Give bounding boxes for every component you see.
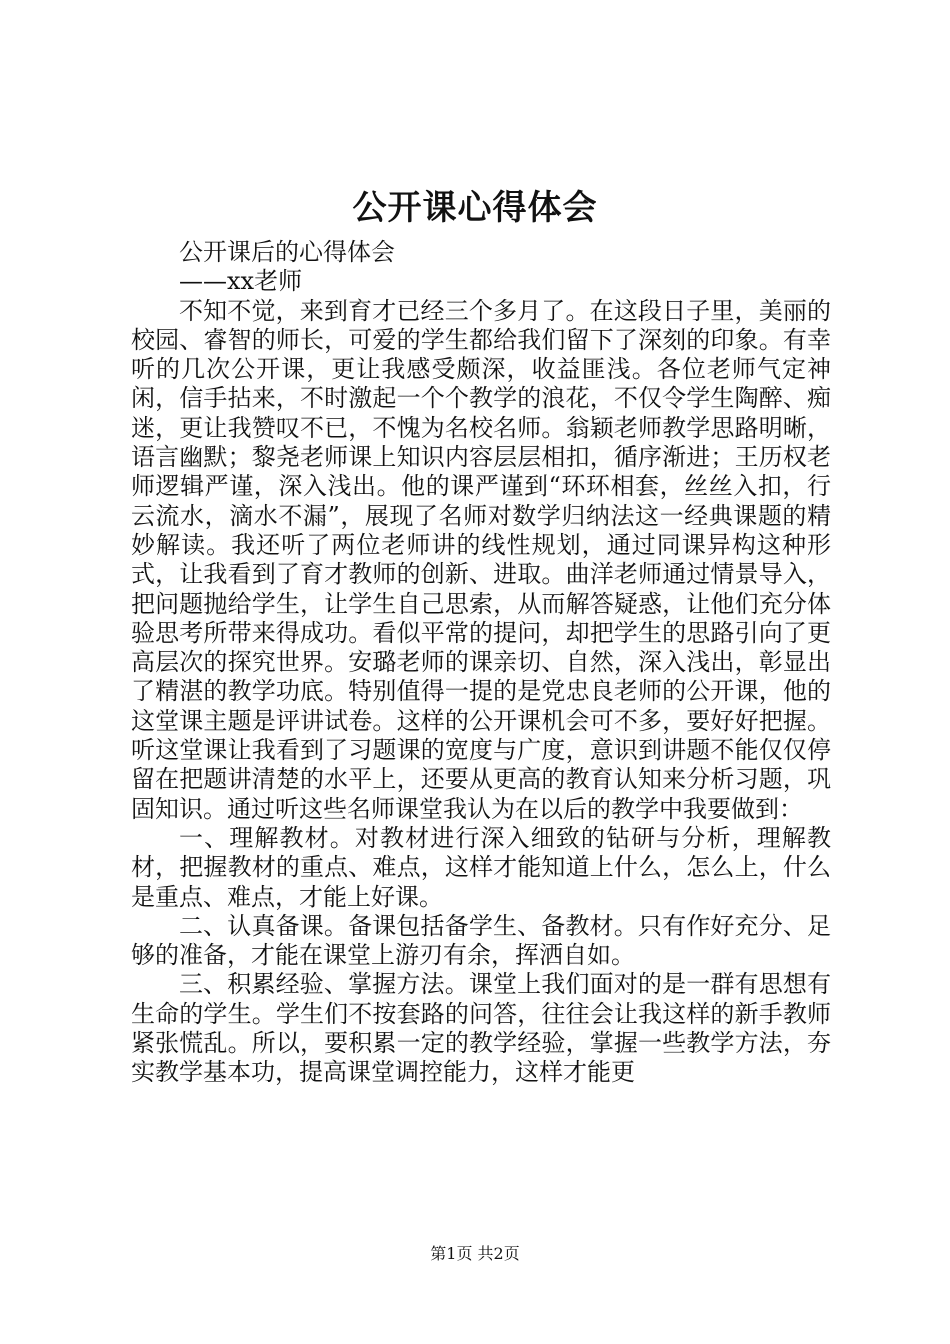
page-footer: 第1页 共2页: [430, 1244, 520, 1263]
author-line: ——xx老师: [179, 267, 303, 296]
subtitle: 公开课后的心得体会: [179, 238, 395, 266]
body-paragraph-1: 不知不觉，来到育才已经三个多月了。在这段日子里，美丽的校园、睿智的师长，可爱的学生都给我们留下了深刻的印象。有幸听的几次公开课，更让我感受颇深，收益匪浅。各位老师气定神闲，信手拈来，不时激起一个个教学的浪花，不仅令学生陶醉、痴迷，更让我赞叹不已，不愧为名校名师。翁颖老师教学思路明晰，语言幽默；黎尧老师课上知识内容层层相扣，循序渐进；王历权老师逻辑严谨，深入浅出。他的课严谨到“环环相套，丝丝入扣，行云流水，滴水不漏”，展现了名师对数学归纳法这一经典课题的精妙解读。我还听了两位老师讲的线性规划，通过同课异构这种形式，让我看到了育才教师的创新、进取。曲洋老师通过情景导入，把问题抛给学生，让学生自己思索，从而解答疑惑，让他们充分体验思考所带来得成功。看似平常的提问，却把学生的思路引向了更高层次的探究世界。安璐老师的课亲切、自然，深入浅出，彰显出了精湛的教学功底。特别值得一提的是党忠良老师的公开课，他的这堂课主题是评讲试卷。这样的公开课机会可不多，要好好把握。听这堂课让我看到了习题课的宽度与广度，意识到讲题不能仅仅停留在把题讲清楚的水平上，还要从更高的教育认知来分析习题，巩固知识。通过听这些名师课堂我认为在以后的教学中我要做到：: [131, 296, 831, 823]
body-paragraph-4: 三、积累经验、掌握方法。课堂上我们面对的是一群有思想有生命的学生。学生们不按套路的问答，往往会让我这样的新手教师紧张慌乱。所以，要积累一定的教学经验，掌握一些教学方法，夯实教学基本功，提高课堂调控能力，这样才能更: [131, 970, 831, 1087]
body-paragraph-2: 一、理解教材。对教材进行深入细致的钻研与分析，理解教材，把握教材的重点、难点，这样才能知道上什么，怎么上，什么是重点、难点，才能上好课。: [131, 823, 831, 911]
body-paragraph-3: 二、认真备课。备课包括备学生、备教材。只有作好充分、足够的准备，才能在课堂上游刃有余，挥洒自如。: [131, 911, 831, 970]
document-body: [131, 238, 831, 1088]
document-title: 公开课心得体会: [352, 188, 598, 228]
